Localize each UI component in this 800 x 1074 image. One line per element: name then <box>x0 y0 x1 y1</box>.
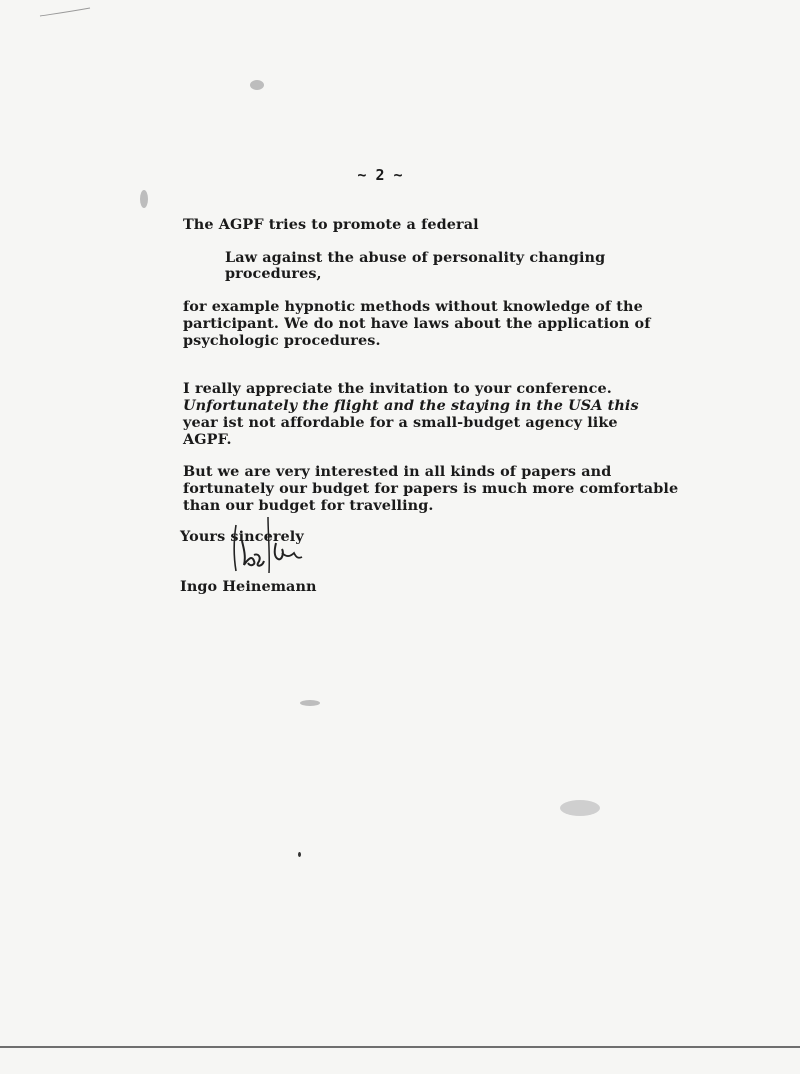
paragraph-line: for example hypnotic methods without knowledge of the <box>183 298 643 315</box>
scan-noise <box>250 80 264 90</box>
closing: Yours sincerely <box>180 528 304 545</box>
paragraph-line: Unfortunately the flight and the staying in the USA this <box>183 397 639 414</box>
scan-noise <box>560 800 600 816</box>
paragraph-line: fortunately our budget for papers is much more comfortable <box>183 480 679 497</box>
intro-line: The AGPF tries to promote a federal <box>183 216 479 233</box>
handwritten-signature <box>224 513 324 588</box>
sender-name: Ingo Heinemann <box>180 578 317 595</box>
scan-noise <box>140 190 148 208</box>
law-line: procedures, <box>225 265 322 282</box>
paragraph-line: But we are very interested in all kinds of papers and <box>183 463 612 480</box>
paragraph-line: participant. We do not have laws about the application of <box>183 315 651 332</box>
law-line: Law against the abuse of personality changing <box>225 249 606 266</box>
paragraph-line: I really appreciate the invitation to your conference. <box>183 380 612 397</box>
paragraph-line: than our budget for travelling. <box>183 497 434 514</box>
scan-noise <box>298 852 301 857</box>
scan-mark <box>38 6 98 25</box>
page-number: ~ 2 ~ <box>357 166 403 184</box>
paragraph-line: year ist not affordable for a small-budget agency like <box>183 414 618 431</box>
paragraph-line: psychologic procedures. <box>183 332 381 349</box>
paragraph-line: AGPF. <box>183 431 232 448</box>
scan-noise <box>300 700 320 706</box>
scan-edge-line <box>0 1046 800 1048</box>
